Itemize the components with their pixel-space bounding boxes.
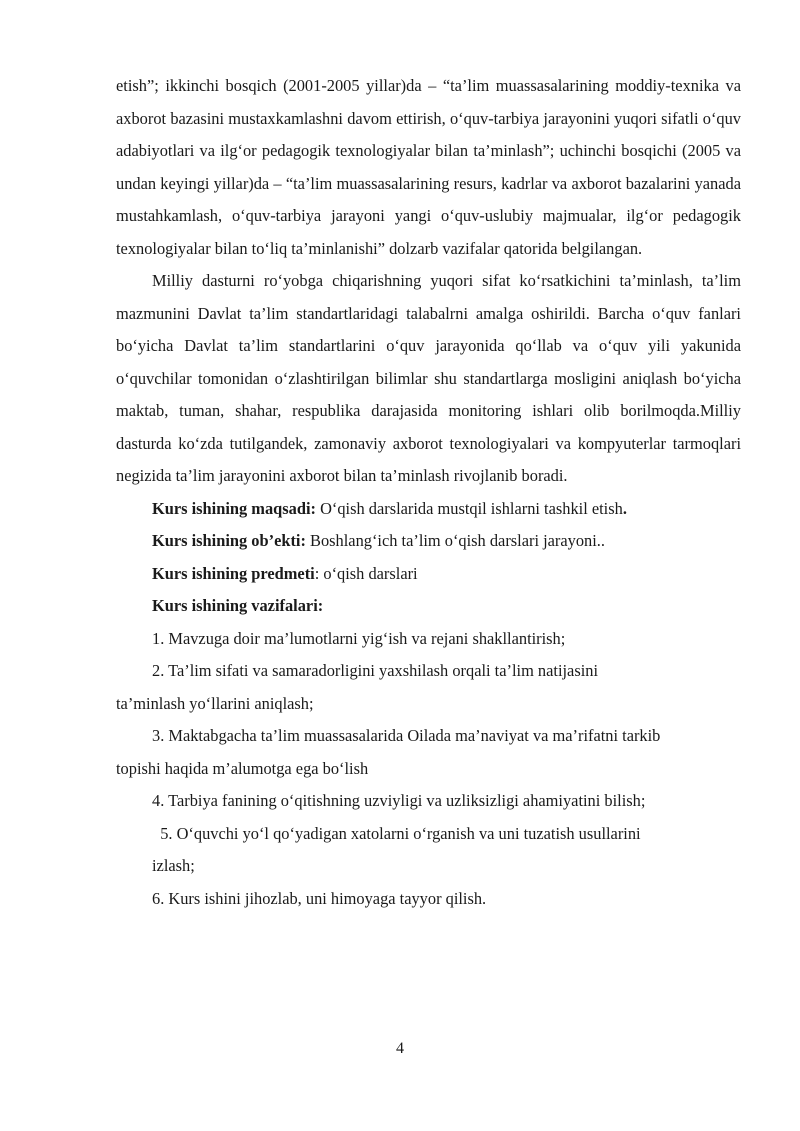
tasks-label: Kurs ishining vazifalari: [152,596,324,615]
aim-text: O‘qish darslarida mustqil ishlarni tashkil etish [315,498,623,518]
task-item-6: 6. Kurs ishini jihozlab, uni himoyaga tayyor qilish. [152,888,487,908]
paragraph-national-program: Milliy dasturni ro‘yobga chiqarishning yuqori sifat ko‘rsatkichini ta’minlash, ta’lim mazmunini Davlat ta’lim standartlaridagi talabalrni amalga oshirildi. Barcha o‘quv fanlari bo‘yicha Davlat ta’lim standartlarini o‘quv jarayonida qo‘llab va o‘quv yili yakunida o‘quvchilar tomonidan o‘zlashtirilgan bilimlar shu standartlarga mosligini aniqlash bo‘yicha maktab, tuman, shahar, respublika darajasida monitoring ishlari olib borilmoqda.Milliy dasturda ko‘zda tutilgandek, zamonaviy axborot texnologiyalari va kompyuterlar tarmoqlari negizida ta’lim jarayonini axborot bilan ta’minlash rivojlanib boradi. [116,271,741,485]
object-text: Boshlang‘ich ta’lim o‘qish darslari jarayoni.. [305,531,605,550]
task-item-1: 1. Mavzuga doir ma’lumotlarni yig‘ish va rejani shakllantirish; [152,628,566,648]
page-number: 4 [396,1040,404,1057]
task-item-3-continued: topishi haqida m’alumotga ega bo‘lish [116,758,369,778]
task-item-5: 5. O‘quvchi yo‘l qo‘yadigan xatolarni o‘rganish va uni tuzatish usullarini [152,823,641,843]
task-item-2: 2. Ta’lim sifati va samaradorligini yaxshilash orqali ta’lim natijasini [152,661,599,680]
task-item-4: 4. Tarbiya fanining o‘qitishning uzviyligi va uzliksizligi ahamiyatini bilish; [152,791,646,810]
aim-line [116,493,741,526]
tasks-heading [116,590,741,623]
object-line [116,525,741,558]
task-item-3: 3. Maktabgacha ta’lim muassasalarida Oilada ma’naviyat va ma’rifatni tarkib [152,726,661,745]
subject-text: : o‘qish darslari [314,563,418,583]
document-page [116,70,741,915]
subject-line [116,558,741,591]
subject-label: Kurs ishining predmeti [152,563,315,583]
object-label: Kurs ishining ob’ekti: [152,531,306,550]
task-item-5-continued: izlash; [152,856,195,875]
task-item-2-continued: ta’minlash yo‘llarini aniqlash; [116,693,314,713]
aim-end: . [622,498,627,518]
aim-label: Kurs ishining maqsadi: [152,498,316,518]
paragraph-intro: etish”; ikkinchi bosqich (2001-2005 yillar)da – “ta’lim muassasalarining moddiy-texnika va axborot bazasini mustaxkamlashni davom ettirish, o‘quv-tarbiya jarayonini yuqori sifatli o‘quv adabiyotlari va ilg‘or pedagogik texnologiyalar bilan ta’minlash”; uchinchi bosqichi (2005 va undan keyingi yillar)da – “ta’lim muassasalarining resurs, kadrlar va axborot bazalarini yanada mustahkamlash, o‘quv-tarbiya jarayoni yangi o‘quv-uslubiy majmualar, ilg‘or pedagogik texnologiyalar bilan to‘liq ta’minlanishi” dolzarb vazifalar qatorida belgilangan. [116,76,741,258]
